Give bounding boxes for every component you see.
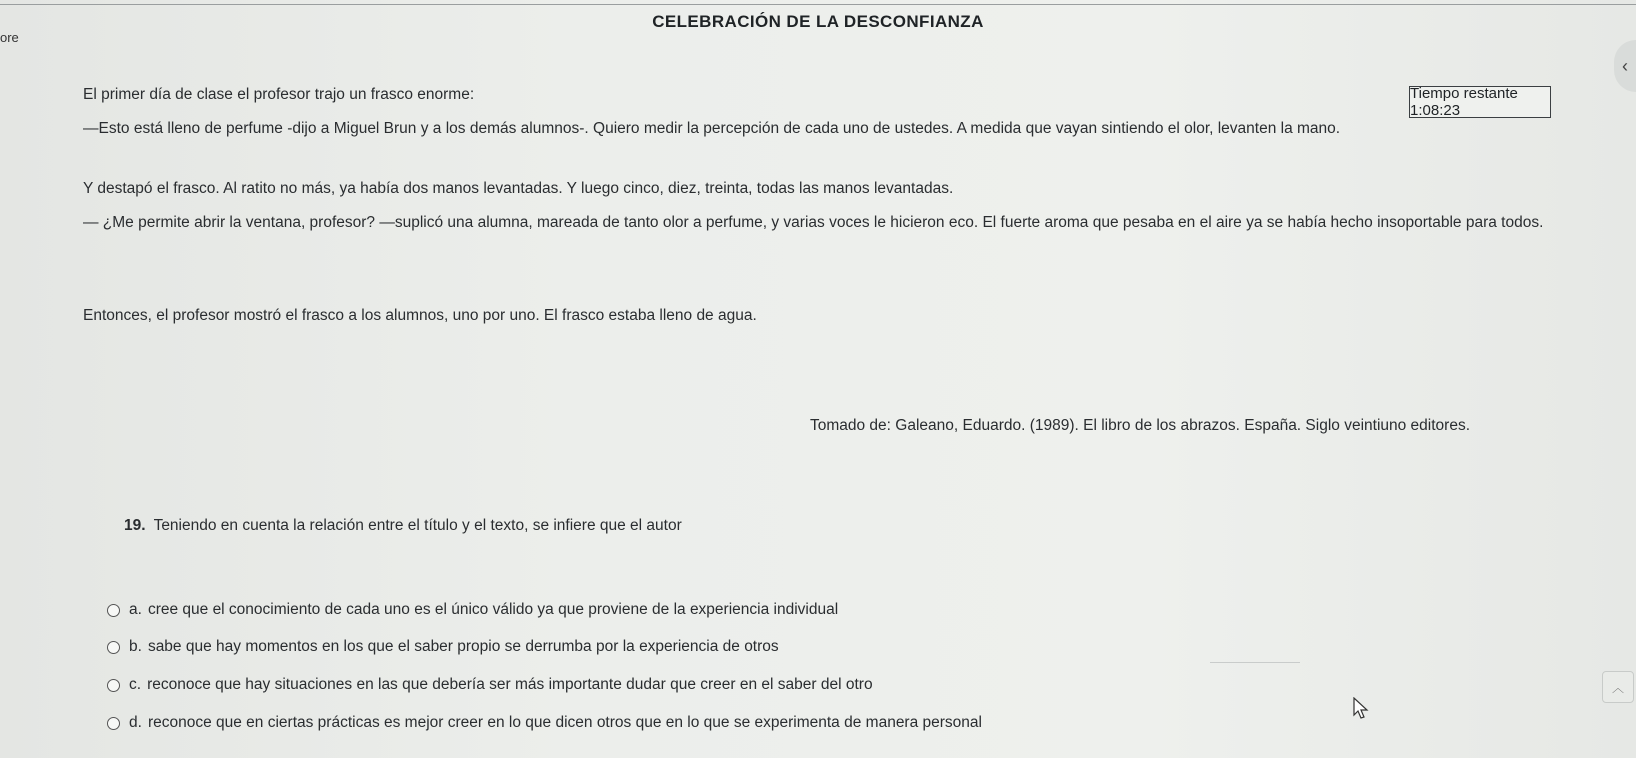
scroll-top-button[interactable]: [1602, 671, 1634, 703]
radio-button[interactable]: [107, 717, 120, 730]
option-a[interactable]: [107, 601, 838, 619]
option-text: reconoce que en ciertas prácticas es mejor creer en lo que dicen otros que en lo que se experimenta de manera personal: [147, 714, 982, 731]
page-title: CELEBRACIÓN DE LA DESCONFIANZA: [652, 12, 984, 31]
chevron-up-icon: ︿: [1611, 680, 1624, 695]
option-d[interactable]: [107, 714, 982, 732]
mouse-pointer-icon: [1352, 697, 1370, 721]
timer-label: Tiempo restante 1:08:23: [1410, 85, 1518, 119]
question-text: Teniendo en cuenta la relación entre el título y el texto, se infiere que el autor: [153, 517, 682, 534]
option-text: reconoce que hay situaciones en las que debería ser más importante dudar que creer en el saber del otro: [147, 676, 873, 693]
option-text: sabe que hay momentos en los que el saber propio se derrumba por la experiencia de otros: [147, 638, 779, 655]
passage-paragraph-5: Entonces, el profesor mostró el frasco a los alumnos, uno por uno. El frasco estaba lleno de agua.: [83, 307, 757, 324]
radio-button[interactable]: [107, 641, 120, 654]
passage-paragraph-2: —Esto está lleno de perfume -dijo a Miguel Brun y a los demás alumnos-. Quiero medir la percepción de cada uno de ustedes. A medida que vayan sintiendo el olor, levanten la mano.: [83, 120, 1341, 137]
top-divider: [0, 4, 1636, 5]
passage-paragraph-3: Y destapó el frasco. Al ratito no más, ya había dos manos levantadas. Y luego cinco, diez, treinta, todas las manos levantadas.: [83, 180, 954, 197]
question-stem: [124, 517, 682, 535]
radio-button[interactable]: [107, 679, 120, 692]
question-number: 19.: [124, 517, 146, 534]
passage-paragraph-1: El primer día de clase el profesor trajo un frasco enorme:: [83, 86, 475, 103]
option-b[interactable]: [107, 638, 779, 656]
chevron-left-icon: ‹: [1622, 55, 1628, 76]
passage-paragraph-4: — ¿Me permite abrir la ventana, profesor? —suplicó una alumna, mareada de tanto olor a perfume, y varias voces le hicieron eco. El fuerte aroma que pesaba en el aire ya se había hecho insoportable para todos.: [83, 214, 1544, 231]
faint-divider: [1210, 662, 1300, 663]
option-letter: b.: [129, 638, 142, 655]
radio-button[interactable]: [107, 604, 120, 617]
passage-source: Tomado de: Galeano, Eduardo. (1989). El libro de los abrazos. España. Siglo veintiuno editores.: [809, 417, 1470, 434]
option-letter: d.: [129, 714, 142, 731]
option-text: cree que el conocimiento de cada uno es el único válido ya que proviene de la experiencia individual: [147, 601, 839, 618]
option-c[interactable]: [107, 676, 873, 694]
option-letter: c.: [129, 676, 142, 693]
edge-text: ore: [0, 30, 19, 45]
collapse-panel-button[interactable]: [1614, 40, 1636, 92]
option-letter: a.: [129, 601, 142, 618]
